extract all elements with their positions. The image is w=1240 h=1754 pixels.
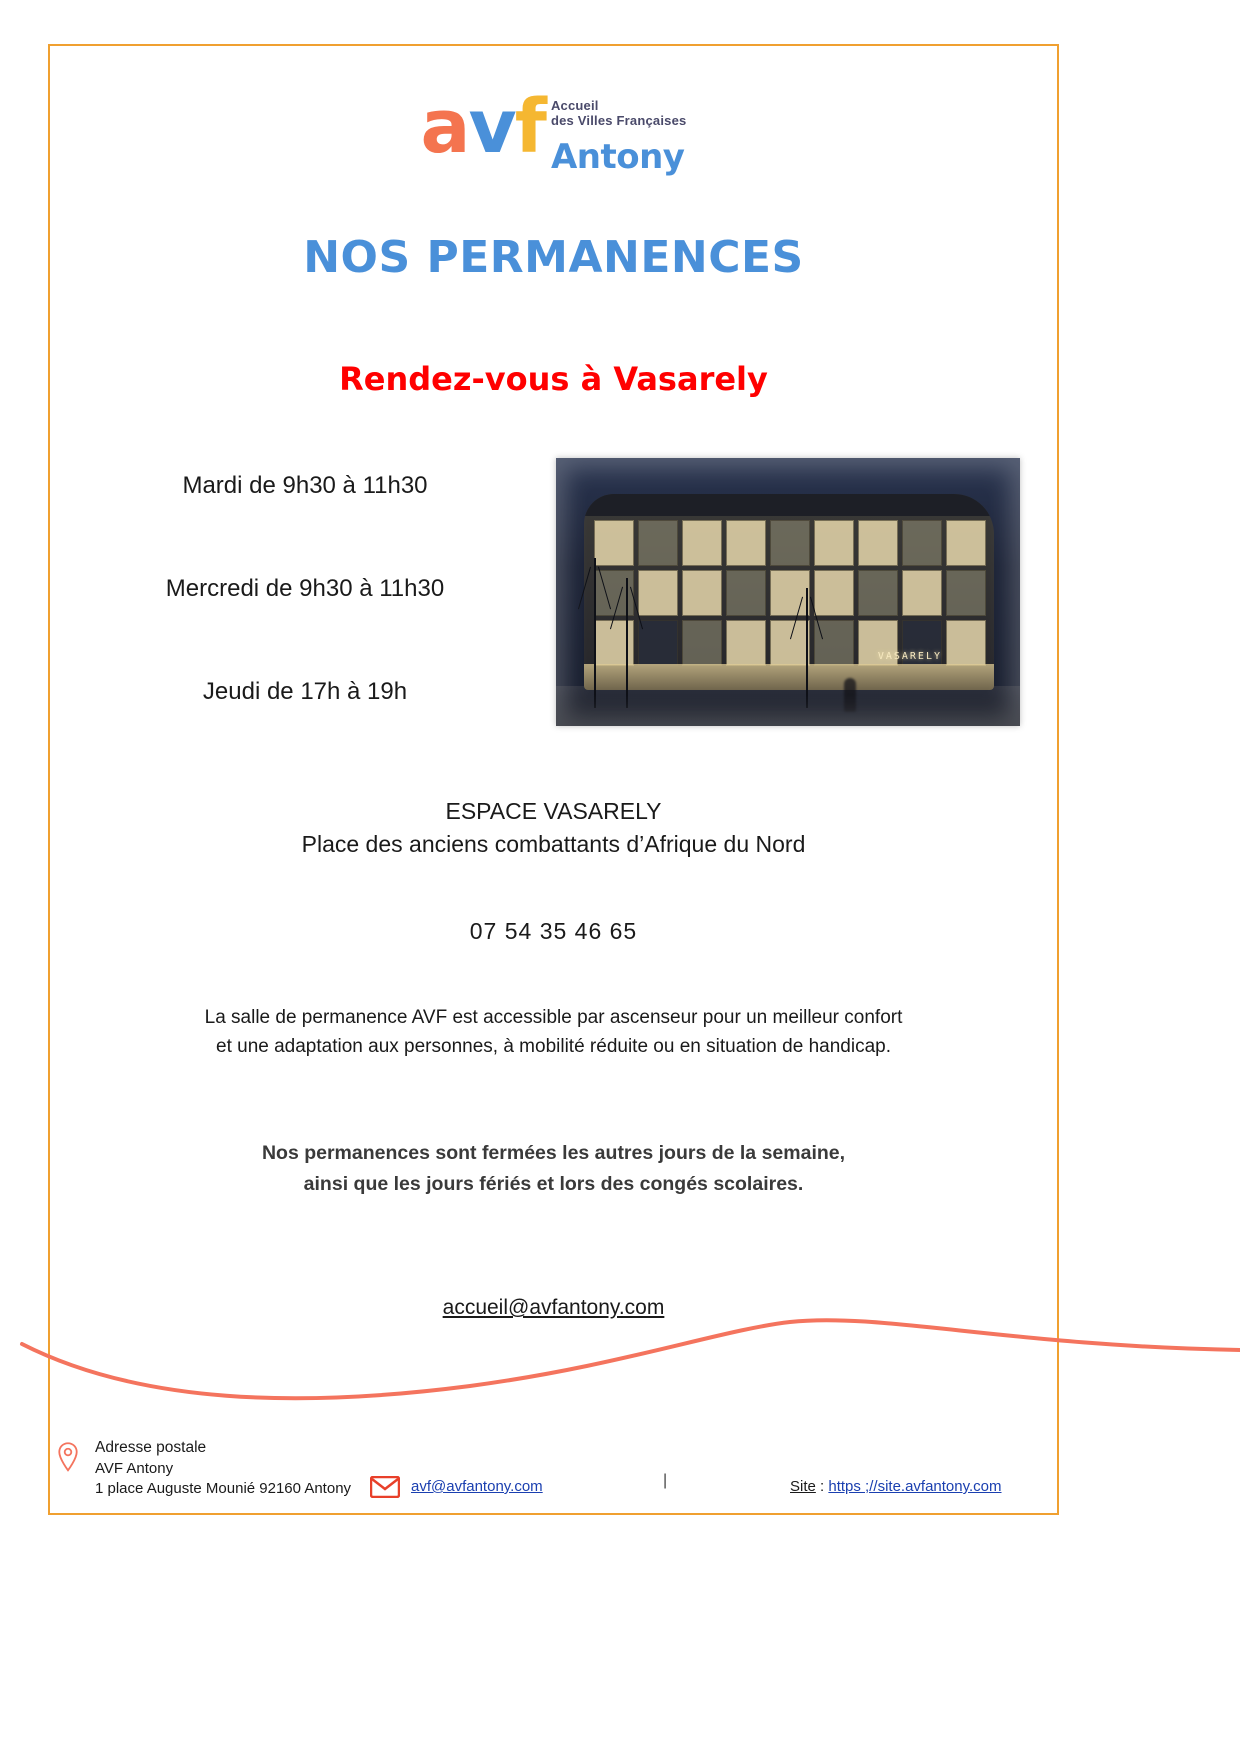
building-sign-text: VASARELY [877,651,942,662]
vasarely-building-photo [556,458,1020,726]
page-title: NOS PERMANENCES [303,232,804,283]
logo-subtitle-line1: Accueil [550,98,599,113]
venue-name: ESPACE VASARELY [445,798,662,824]
footer-site [790,1478,1002,1495]
footer-address-label: Adresse postale [95,1439,207,1456]
closing-notice-line-1: Nos permanences sont fermées les autres jours de la semaine, [261,1142,846,1164]
logo-subtitle [551,98,687,129]
footer-site-colon: : [815,1478,829,1495]
accessibility-line-2: et une adaptation aux personnes, à mobilité réduite ou en situation de handicap. [216,1036,891,1058]
footer-address [95,1438,351,1499]
closing-notice [0,1138,1107,1200]
photo-vignette [556,458,1020,726]
footer-site-url[interactable]: https ;//site.avfantony.com [828,1478,1002,1495]
avf-logo [0,84,1107,177]
closing-notice-line-2: ainsi que les jours fériés et lors des congés scolaires. [303,1173,804,1196]
footer-email-link[interactable]: avf@avfantony.com [411,1478,543,1495]
venue-street: Place des anciens combattants d’Afrique du Nord [301,831,806,858]
footer [55,1432,1065,1512]
logo-letter-f: f [514,84,545,170]
footer-separator: | [663,1472,668,1489]
logo-letter-v: v [468,84,515,170]
location-pin-icon [57,1442,79,1472]
schedule-list [90,470,520,780]
logo-letter-a: a [420,84,469,170]
accessibility-line-1: La salle de permanence AVF est accessible par ascenseur pour un meilleur confort [204,1007,903,1028]
logo-city: Antony [550,136,685,177]
mail-icon [370,1476,400,1498]
schedule-item: Jeudi de 17h à 19h [202,678,408,706]
schedule-item: Mercredi de 9h30 à 11h30 [165,575,445,603]
contact-email-link[interactable]: accueil@avfantony.com [442,1296,665,1319]
logo-subtitle-line2: des Villes [550,113,613,129]
page-subtitle: Rendez-vous à Vasarely [339,360,768,398]
logo-subtitle-line3: Françaises [616,113,687,129]
schedule-item: Mardi de 9h30 à 11h30 [182,472,428,499]
accessibility-note [0,1003,1107,1062]
phone-number: 07 54 35 46 65 [469,918,638,944]
footer-address-line-2: 1 place Auguste Mounié 92160 Antony [95,1480,352,1498]
venue-address [0,795,1107,862]
logo-wordmark [420,84,545,170]
footer-address-line-1: AVF Antony [95,1459,174,1477]
footer-site-label: Site [790,1478,816,1495]
